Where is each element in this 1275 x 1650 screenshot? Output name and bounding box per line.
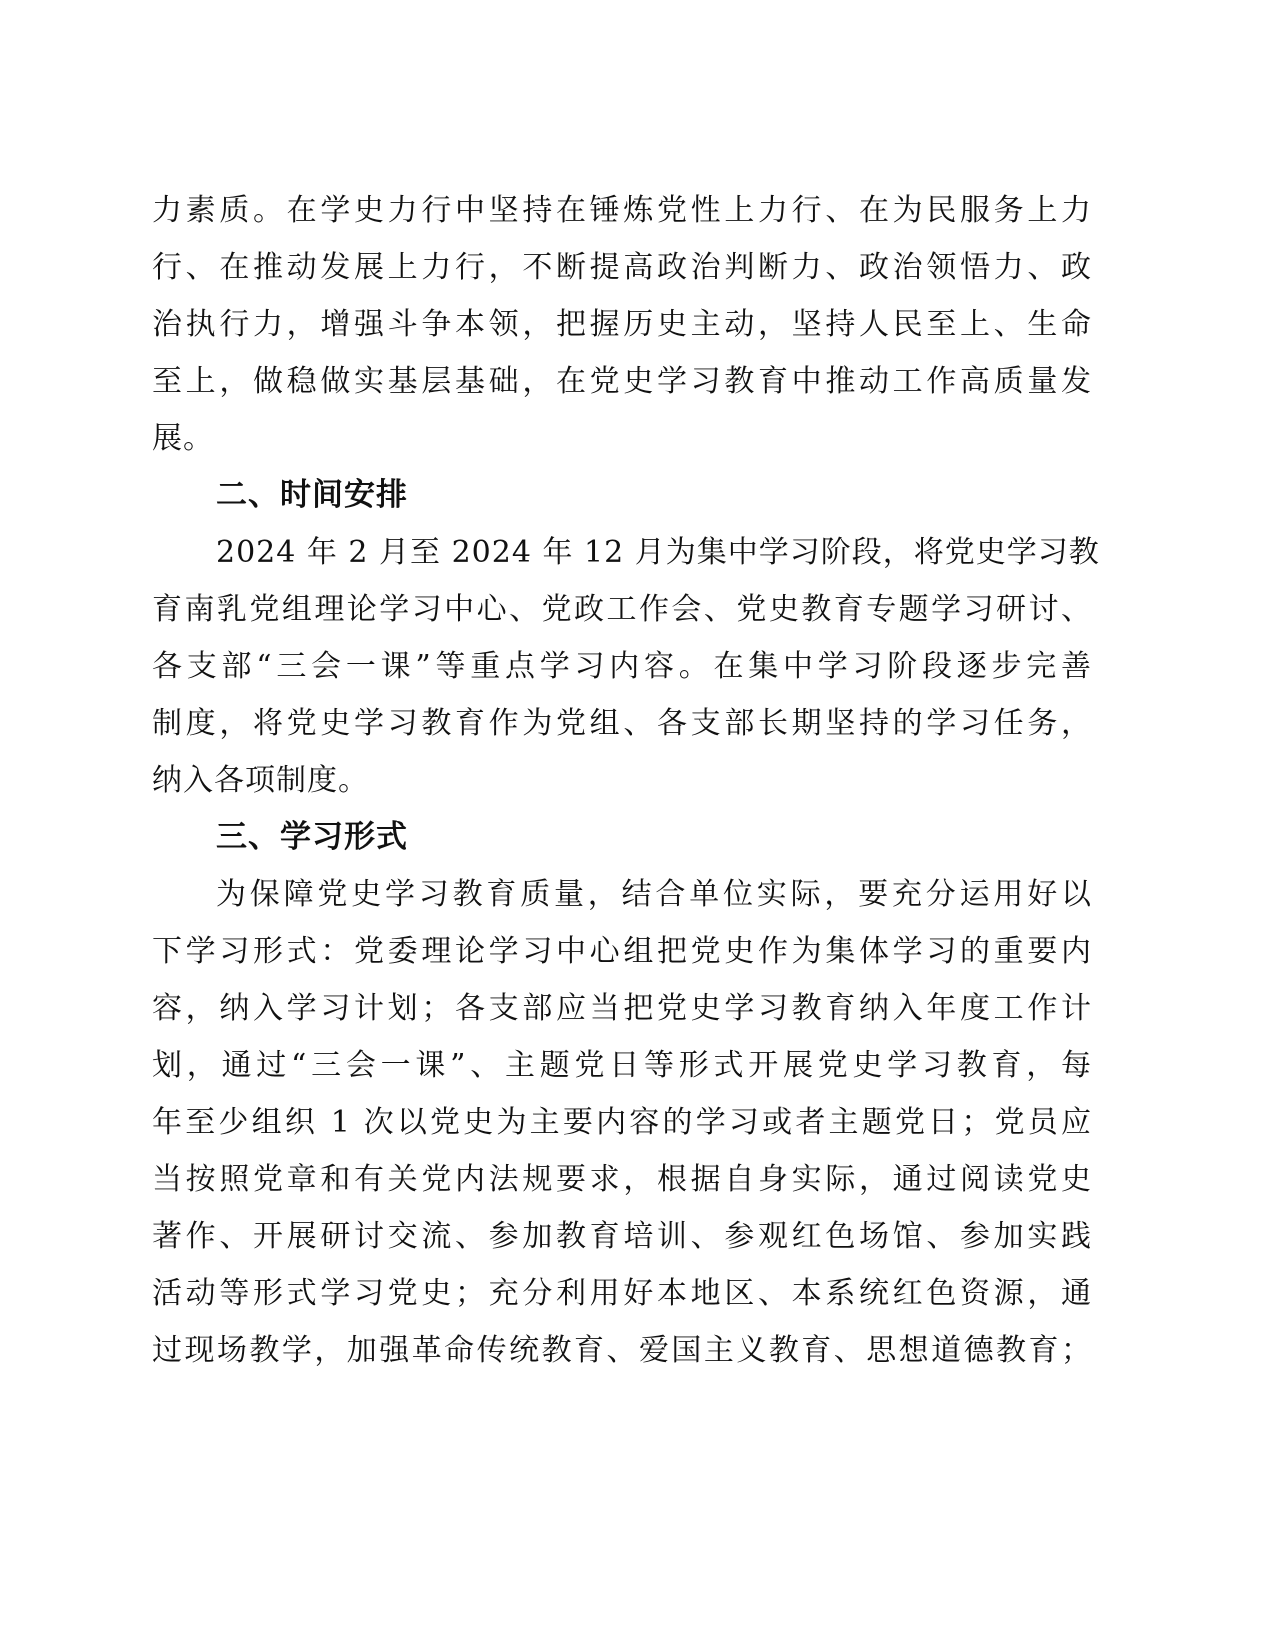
text-line: 纳入各项制度。 [152,763,369,798]
text-line: 划，通过“三会一课”、主题党日等形式开展党史学习教育，每 [152,1048,1092,1083]
text-line: 各支部“三会一课”等重点学习内容。在集中学习阶段逐步完善 [152,649,1092,684]
text-line: 育南乳党组理论学习中心、党政工作会、党史教育专题学习研讨、 [152,592,1092,627]
paragraph-study-form [152,866,1092,1379]
text-line: 活动等形式学习党史；充分利用好本地区、本系统红色资源，通 [152,1276,1092,1311]
text-line: 年至少组织 1 次以党史为主要内容的学习或者主题党日；党员应 [152,1105,1092,1140]
text-line: 治执行力，增强斗争本领，把握历史主动，坚持人民至上、生命 [152,307,1092,342]
text-line: 过现场教学，加强革命传统教育、爱国主义教育、思想道德教育； [152,1333,1092,1368]
text-line: 展。 [152,421,214,456]
section-heading-schedule: 二、时间安排 [216,477,408,513]
text-line: 下学习形式：党委理论学习中心组把党史作为集体学习的重要内 [152,934,1092,969]
text-line: 容，纳入学习计划；各支部应当把党史学习教育纳入年度工作计 [152,991,1092,1026]
text-line: 著作、开展研讨交流、参加教育培训、参观红色场馆、参加实践 [152,1219,1092,1254]
text-line: 制度，将党史学习教育作为党组、各支部长期坚持的学习任务， [152,706,1092,741]
text-line: 力素质。在学史力行中坚持在锤炼党性上力行、在为民服务上力 [152,193,1092,228]
text-line: 至上，做稳做实基层基础，在党史学习教育中推动工作高质量发 [152,364,1092,399]
text-line: 2024 年 2 月至 2024 年 12 月为集中学习阶段，将党史学习教 [216,535,1100,570]
document-body [152,182,1100,1379]
paragraph-schedule [152,524,1100,809]
paragraph-intro [152,182,1092,467]
text-line: 当按照党章和有关党内法规要求，根据自身实际，通过阅读党史 [152,1162,1092,1197]
text-line: 为保障党史学习教育质量，结合单位实际，要充分运用好以 [216,877,1092,912]
section-heading-study-form: 三、学习形式 [216,819,408,855]
text-line: 行、在推动发展上力行，不断提高政治判断力、政治领悟力、政 [152,250,1092,285]
